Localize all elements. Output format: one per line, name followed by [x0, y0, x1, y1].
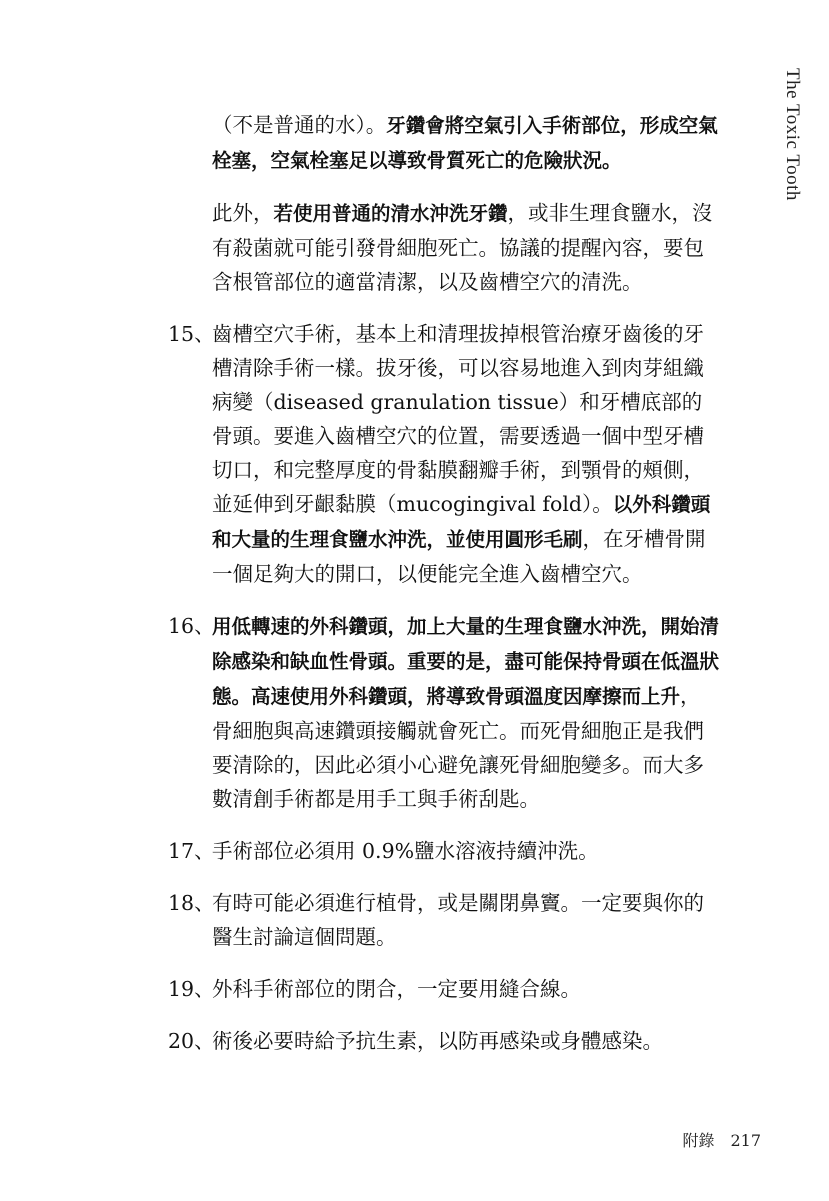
- list-item-text: 外科手術部位的閉合，一定要用縫合線。: [212, 977, 581, 1001]
- page-footer: [666, 1128, 761, 1151]
- text-run: 此外，: [212, 201, 274, 225]
- list-number: 17、: [168, 839, 215, 863]
- page-body: [168, 108, 720, 1058]
- text-run: ，或非生理食鹽水，沒有殺菌就可能引發骨細胞死亡。協議的提醒內容，要包含根管部位的適當清潔，以及齒槽空穴的清洗。: [212, 201, 713, 294]
- text-run: 齒槽空穴手術，基本上和清理拔掉根管治療牙齒後的牙槽清除手術一樣。拔牙後，可以容易地進入到肉芽組織病變（diseased granulation tissue）和牙槽底部的骨頭。要進入齒槽空穴的位置，需要透過一個中型牙槽切口，和完整厚度的骨黏膜翻瓣手術，到顎骨的頰側，並延伸到牙齦黏膜（mucogingival fold）。: [212, 322, 704, 516]
- running-header-book-title: The Toxic Tooth: [782, 68, 803, 201]
- bold-text-run: 用低轉速的外科鑽頭，加上大量的生理食鹽水沖洗，開始清除感染和缺血性骨頭。重要的是，盡可能保持骨頭在低溫狀態。高速使用外科鑽頭，將導致骨頭溫度因摩擦而上升: [212, 615, 720, 708]
- page-number: 217: [730, 1131, 761, 1150]
- list-number: 19、: [168, 977, 215, 1001]
- list-item-16: [168, 609, 720, 816]
- list-number: 20、: [168, 1029, 215, 1053]
- list-item-17: [168, 834, 720, 868]
- list-item-text: 手術部位必須用 0.9%鹽水溶液持續沖洗。: [212, 839, 599, 863]
- list-item-18: [168, 886, 720, 954]
- text-run: ，在牙槽骨開一個足夠大的開口，以便能完全進入齒槽空穴。: [212, 527, 706, 586]
- list-item-20: [168, 1024, 720, 1058]
- footer-section-label: 附錄: [682, 1131, 715, 1150]
- list-item-text: [212, 317, 720, 591]
- paragraph-irrigation: [168, 196, 720, 299]
- list-item-19: [168, 972, 720, 1006]
- list-item-text: 術後必要時給予抗生素，以防再感染或身體感染。: [212, 1029, 663, 1053]
- bold-text-run: 牙鑽會將空氣引入手術部位，形成空氣栓塞，空氣栓塞足以導致骨質死亡的危險狀況。: [212, 114, 718, 172]
- list-item-15: [168, 317, 720, 591]
- text-run: （不是普通的水）。: [212, 113, 387, 137]
- bold-text-run: 若使用普通的清水沖洗牙鑽: [273, 202, 508, 225]
- list-number: 16、: [168, 614, 215, 638]
- bold-text-run: 以外科鑽頭和大量的生理食鹽水沖洗，並使用圓形毛刷: [212, 493, 711, 551]
- list-item-text: 有時可能必須進行植骨，或是關閉鼻竇。一定要與你的醫生討論這個問題。: [212, 891, 704, 949]
- list-number: 15、: [168, 322, 215, 346]
- text-run: ，骨細胞與高速鑽頭接觸就會死亡。而死骨細胞正是我們要清除的，因此必須小心避免讓死骨細胞變多。而大多數清創手術都是用手工與手術刮匙。: [212, 684, 704, 811]
- list-item-text: [212, 609, 720, 816]
- list-number: 18、: [168, 891, 215, 915]
- paragraph-air-embolism: [168, 108, 720, 178]
